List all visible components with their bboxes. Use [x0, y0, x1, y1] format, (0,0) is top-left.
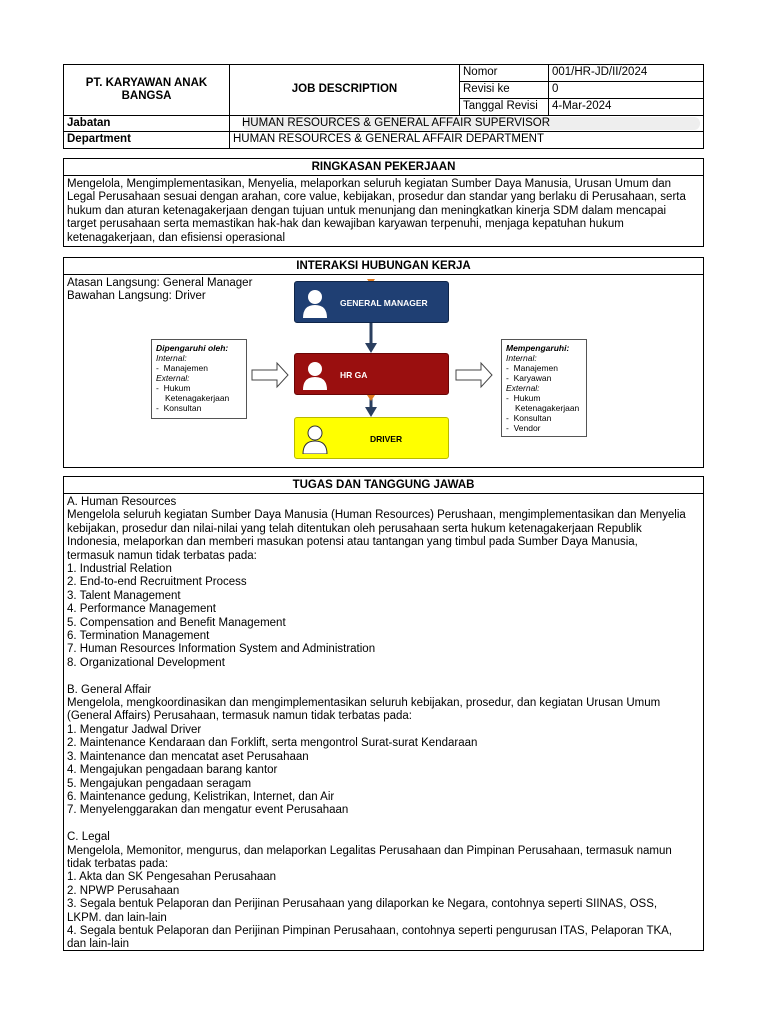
section-c-desc: Mengelola, Memonitor, mengurus, dan melaporkan Legalitas Perusahaan dan Pimpinan Perusahaan, termasuk namun	[67, 844, 672, 857]
jabatan-value-cell	[230, 116, 704, 132]
tugas-section	[63, 476, 704, 951]
block-arrow-right-icon	[252, 363, 288, 387]
section-a-item: 1. Industrial Relation	[67, 563, 172, 576]
section-b-item: 1. Mengatur Jadwal Driver	[67, 723, 202, 736]
general-manager-box	[294, 281, 449, 323]
interaksi-title: INTERAKSI HUBUNGAN KERJA	[64, 258, 703, 275]
header-table	[63, 64, 704, 149]
meta-label-tanggal: Tanggal Revisi	[460, 99, 549, 116]
section-c-item: dan lain-lain	[67, 938, 130, 951]
right-external-item: - Vendor	[506, 423, 541, 433]
left-internal-item: - Manajemen	[156, 363, 208, 373]
meta-value-revisi: 0	[549, 82, 704, 99]
ringkasan-line: Mengelola, Mengimplementasikan, Menyelia, melaporkan seluruh kegiatan Sumber Daya Manusia, Urusan Umum dan	[67, 178, 672, 190]
section-b-item: 2. Maintenance Kendaraan dan Forklift, serta mengontrol Surat-surat Kendaraan	[67, 737, 478, 750]
ringkasan-line: target perusahaan serta memastikan hak-hak dan kewajiban karyawan terpenuhi, menjaga kepatuhan hukum	[67, 218, 624, 231]
department-value: HUMAN RESOURCES & GENERAL AFFAIR DEPARTMENT	[230, 132, 704, 148]
right-external-label: External:	[506, 383, 540, 393]
driver-label: DRIVER	[370, 434, 403, 444]
section-a-desc: termasuk namun tidak terbatas pada:	[67, 549, 257, 562]
right-external-item: - Konsultan	[506, 413, 552, 423]
section-c-item: 2. NPWP Perusahaan	[67, 884, 180, 897]
hr-ga-box	[294, 353, 449, 395]
right-external-item-cont: Ketenagakerjaan	[515, 403, 580, 413]
section-c-item: 4. Segala bentuk Pelaporan dan Perijinan Pimpinan Perusahaan, contohnya seperti pengurusan ITAS, Pelaporan TKA,	[67, 924, 673, 937]
section-a-item: 3. Talent Management	[67, 589, 181, 602]
section-a-item: 4. Performance Management	[67, 603, 216, 616]
general-manager-label: GENERAL MANAGER	[340, 298, 428, 308]
section-b-desc: (General Affairs) Perusahaan, termasuk namun tidak terbatas pada:	[67, 710, 412, 723]
mempengaruhi-box	[501, 339, 587, 437]
section-a-item: 6. Termination Management	[67, 630, 210, 643]
section-a-desc: Mengelola seluruh kegiatan Sumber Daya Manusia (Human Resources) Perushaan, mengimplementasikan dan Menyelia	[67, 509, 686, 522]
section-c-desc: tidak terbatas pada:	[67, 857, 169, 870]
ringkasan-line: hukum dan aturan ketenagakerjaan dengan tujuan untuk menunjang dan meningkatkan kinerja SDM dalam mencapai	[67, 204, 667, 217]
section-b-item: 4. Mengajukan pengadaan barang kantor	[67, 764, 278, 777]
company-name: PT. KARYAWAN ANAK BANGSA	[64, 65, 230, 116]
right-internal-item: - Manajemen	[506, 363, 558, 373]
section-a-item: 7. Human Resources Information System and Administration	[67, 643, 376, 656]
section-c-item: 3. Segala bentuk Pelaporan dan Perijinan Perusahaan yang dilaporkan ke Negara, contohnya seperti SIINAS, OSS,	[67, 898, 658, 911]
atasan-langsung: Atasan Langsung: General Manager	[67, 277, 253, 289]
person-icon	[301, 360, 329, 390]
person-icon	[301, 424, 329, 454]
dipengaruhi-heading: Dipengaruhi oleh:	[156, 343, 229, 353]
bawahan-langsung: Bawahan Langsung: Driver	[67, 290, 206, 303]
mempengaruhi-heading: Mempengaruhi:	[506, 343, 570, 353]
meta-label-revisi: Revisi ke	[460, 82, 549, 99]
section-b-item: 7. Menyelenggarakan dan mengatur event Perusahaan	[67, 804, 349, 817]
jabatan-value: HUMAN RESOURCES & GENERAL AFFAIR SUPERVISOR	[242, 117, 700, 130]
spacer	[67, 818, 700, 831]
ringkasan-title: RINGKASAN PEKERJAAN	[64, 159, 703, 176]
person-icon	[301, 288, 329, 318]
section-b-heading: B. General Affair	[67, 683, 152, 696]
section-b-item: 5. Mengajukan pengadaan seragam	[67, 777, 252, 790]
section-b-desc: Mengelola, mengkoordinasikan dan mengimplementasikan seluruh kebijakan, prosedur, dan kegiatan Urusan Umum	[67, 697, 661, 710]
section-c-item: 1. Akta dan SK Pengesahan Perusahaan	[67, 871, 277, 884]
section-a-heading: A. Human Resources	[67, 496, 177, 508]
doc-title: JOB DESCRIPTION	[230, 65, 460, 116]
section-b-item: 6. Maintenance gedung, Kelistrikan, Internet, dan Air	[67, 790, 335, 803]
meta-label-nomor: Nomor	[460, 65, 549, 82]
section-c-item: LKPM. dan lain-lain	[67, 911, 167, 924]
left-external-item: - Konsultan	[156, 403, 202, 413]
orange-marker-icon	[367, 395, 375, 401]
ringkasan-line: Legal Perusahaan sesuai dengan arahan, core value, kebijakan, prosedur dan standar yang berlaku di Perusahaan, serta	[67, 191, 686, 204]
section-a-item: 8. Organizational Development	[67, 656, 225, 669]
left-internal-label: Internal:	[156, 353, 187, 363]
hr-ga-label: HR GA	[340, 370, 368, 380]
ringkasan-body	[64, 176, 703, 248]
left-external-item-cont: Ketenagakerjaan	[165, 393, 230, 403]
section-a-desc: Indonesia, melaporkan dan memberi masukan potensi atau tantangan yang timbul pada Sumber Daya Manusia,	[67, 536, 638, 549]
arrow-down-icon	[365, 407, 377, 417]
meta-value-nomor: 001/HR-JD/II/2024	[549, 65, 704, 82]
right-internal-item: - Karyawan	[506, 373, 552, 383]
block-arrow-right-icon	[456, 363, 492, 387]
section-a-item: 5. Compensation and Benefit Management	[67, 616, 286, 629]
ringkasan-section	[63, 158, 704, 247]
arrow-down-icon	[365, 343, 377, 353]
section-a-desc: kebijakan, prosedur dan nilai-nilai yang telah ditentukan oleh perusahaan serta hukum ketenagakerjaan Republik	[67, 522, 642, 535]
left-external-label: External:	[156, 373, 190, 383]
tugas-title: TUGAS DAN TANGGUNG JAWAB	[64, 477, 703, 494]
department-label: Department	[64, 132, 230, 148]
section-a-item: 2. End-to-end Recruitment Process	[67, 576, 247, 589]
ringkasan-line: ketenagakerjaan, dan efisiensi operasional	[67, 231, 286, 244]
tugas-body	[64, 494, 703, 955]
section-c-heading: C. Legal	[67, 831, 110, 844]
meta-value-tanggal: 4-Mar-2024	[549, 99, 704, 116]
right-external-item: - Hukum	[506, 393, 541, 403]
interaksi-section	[63, 257, 704, 468]
jabatan-label: Jabatan	[64, 116, 230, 132]
section-b-item: 3. Maintenance dan mencatat aset Perusahaan	[67, 750, 309, 763]
dipengaruhi-oleh-box	[151, 339, 247, 419]
spacer	[67, 670, 700, 683]
right-internal-label: Internal:	[506, 353, 537, 363]
driver-box	[294, 417, 449, 459]
left-external-item: - Hukum	[156, 383, 191, 393]
org-diagram	[64, 275, 703, 467]
